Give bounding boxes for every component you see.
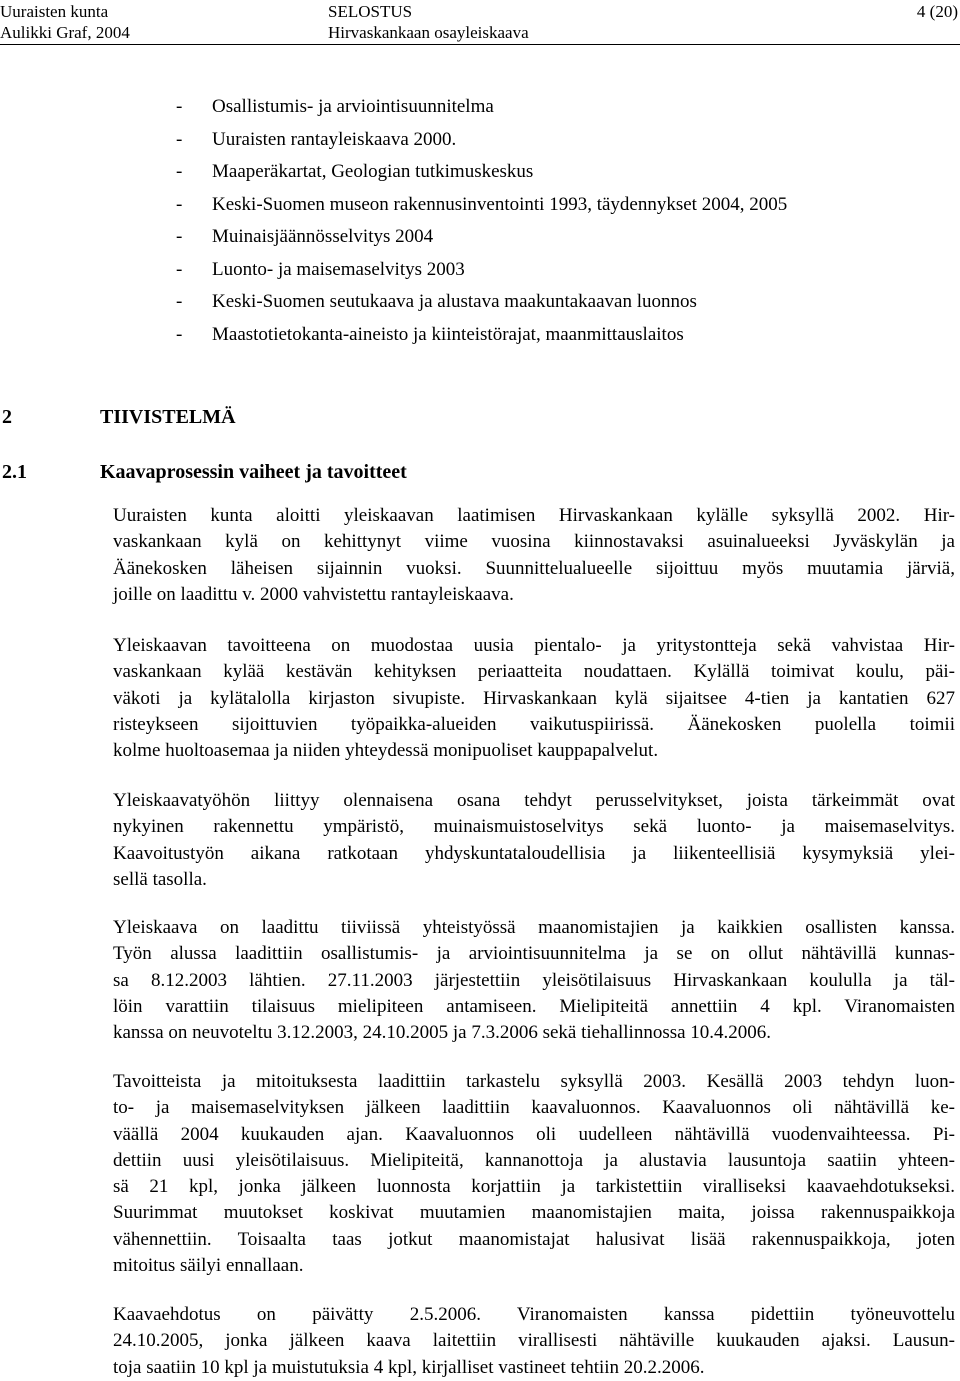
list-item: - Osallistumis- ja arviointisuunnitelma — [176, 96, 494, 117]
source-list — [0, 91, 960, 351]
list-item: - Maastotietokanta-aineisto ja kiinteistörajat, maanmittauslaitos — [176, 323, 684, 345]
header-left — [0, 1, 130, 43]
list-item: - Muinaisjäännösselvitys 2004 — [176, 226, 434, 247]
header-author: Aulikki Graf, 2004 — [0, 23, 130, 42]
page-number: 4 (20) — [916, 2, 958, 21]
paragraph-4: Yleiskaava on laadittu tiiviissä yhteistyössä maanomistajien ja kaikkien osallisten kanssa. Työn alussa laadittiin osallistumis- ja arviointisuunnitelma ja se on ollut nähtävillä kunnas- sa 8.12.2003 lähtien. 27.11.2003 järjestettiin yleisötilaisuus Hirvaskankaan koululla ja täl- löin varattiin tilaisuus mielipiteen antamiseen. Mielipiteitä annettiin 4 kpl. Viranomaisten kanssa on neuvoteltu 3.12.2003, 24.10.2005 ja 7.3.2006 sekä tiehallinnossa 10.4.2006. — [113, 917, 955, 1044]
paragraph-5: Tavoitteista ja mitoituksesta laadittiin tarkastelu syksyllä 2003. Kesällä 2003 tehdyn luon- to- ja maisemaselvityksen jälkeen laadittiin kaavaluonnos. Kaavaluonnos oli nähtävillä ke- väällä 2004 kuukauden ajan. Kaavaluonnos oli uudelleen nähtävillä vuodenvaihteessa. Pi- dettiin uusi yleisötilaisuus. Mielipiteitä, kannanottoja ja alustavia lausuntoja saatiin yhteen- sä 21 kpl, jonka jälkeen luonnosta korjattiin ja tarkistettiin viralliseksi kaavaehdotukseksi. Suurimmat muutokset koskivat muutamien maanomistajien maita, joissa rakennuspaikkoja vähennettiin. Toisaalta taas jotkut maanomistajat halusivat lisää rakennuspaikkoja, joten mitoitus säilyi ennallaan. — [113, 1071, 955, 1277]
subsection-number: 2.1 — [2, 461, 27, 483]
paragraph-2: Yleiskaavan tavoitteena on muodostaa uusia pientalo- ja yritystontteja sekä vahvistaa Hir- vaskankaan kylää kestävän kehityksen periaatteita noudattaen. Kylällä toimivat koulu, päi- väkoti ja kylätalolla kirjaston sivupiste. Hirvaskankaan kylä sijaitsee 4-tien ja kantatien 627 risteykseen sijoittuvien työpaikka-alueiden vaikutuspiirissä. Äänekosken puolella toimii kolme huoltoasemaa ja niiden yhteydessä monipuoliset kauppapalvelut. — [113, 635, 955, 762]
header-organization: Uuraisten kunta — [0, 2, 109, 21]
header-doc-type: SELOSTUS — [328, 2, 413, 21]
section-number: 2 — [2, 406, 12, 428]
paragraph-1: Uuraisten kunta aloitti yleiskaavan laatimisen Hirvaskankaan kylälle syksyllä 2002. Hir- vaskankaan kylä on kehittynyt viime vuosina kiinnostavaksi asuinalueeksi Jyväskylän ja Äänekosken läheisen sijainnin vuoksi. Suunnittelualueelle sijoittuu myös muutamia järviä, joille on laadittu v. 2000 vahvistettu rantayleiskaava. — [113, 505, 955, 605]
page-header — [0, 0, 960, 45]
header-center — [328, 1, 529, 43]
section-title: TIIVISTELMÄ — [100, 406, 236, 428]
paragraph-3: Yleiskaavatyöhön liittyy olennaisena osana tehdyt perusselvitykset, joista tärkeimmät ovat nykyinen rakennettu ympäristö, muinaismuistoselvitys sekä luonto- ja maisemaselvitys. Kaavoitustyön aikana ratkotaan yhdyskuntataloudellisia ja liikenteellisiä kysymyksiä ylei- sellä tasolla. — [113, 790, 955, 890]
list-item: - Keski-Suomen museon rakennusinventointi 1993, täydennykset 2004, 2005 — [176, 193, 788, 215]
list-item: - Keski-Suomen seutukaava ja alustava maakuntakaavan luonnos — [176, 291, 697, 312]
header-right — [917, 1, 958, 22]
list-item: - Luonto- ja maisemaselvitys 2003 — [176, 258, 465, 280]
header-plan-name: Hirvaskankaan osayleiskaava — [328, 23, 529, 42]
list-item: - Uuraisten rantayleiskaava 2000. — [176, 128, 457, 150]
paragraph-6: Kaavaehdotus on päivätty 2.5.2006. Viranomaisten kanssa pidettiin työneuvottelu 24.10.2005, jonka jälkeen kaava laitettiin virallisesti nähtäville kuukauden ajaksi. Lausun- toja saatiin 10 kpl ja muistutuksia 4 kpl, kirjalliset vastineet tehtiin 20.2.2006. — [113, 1304, 955, 1378]
list-item: - Maaperäkartat, Geologian tutkimuskeskus — [176, 161, 534, 182]
subsection-title: Kaavaprosessin vaiheet ja tavoitteet — [100, 461, 407, 483]
